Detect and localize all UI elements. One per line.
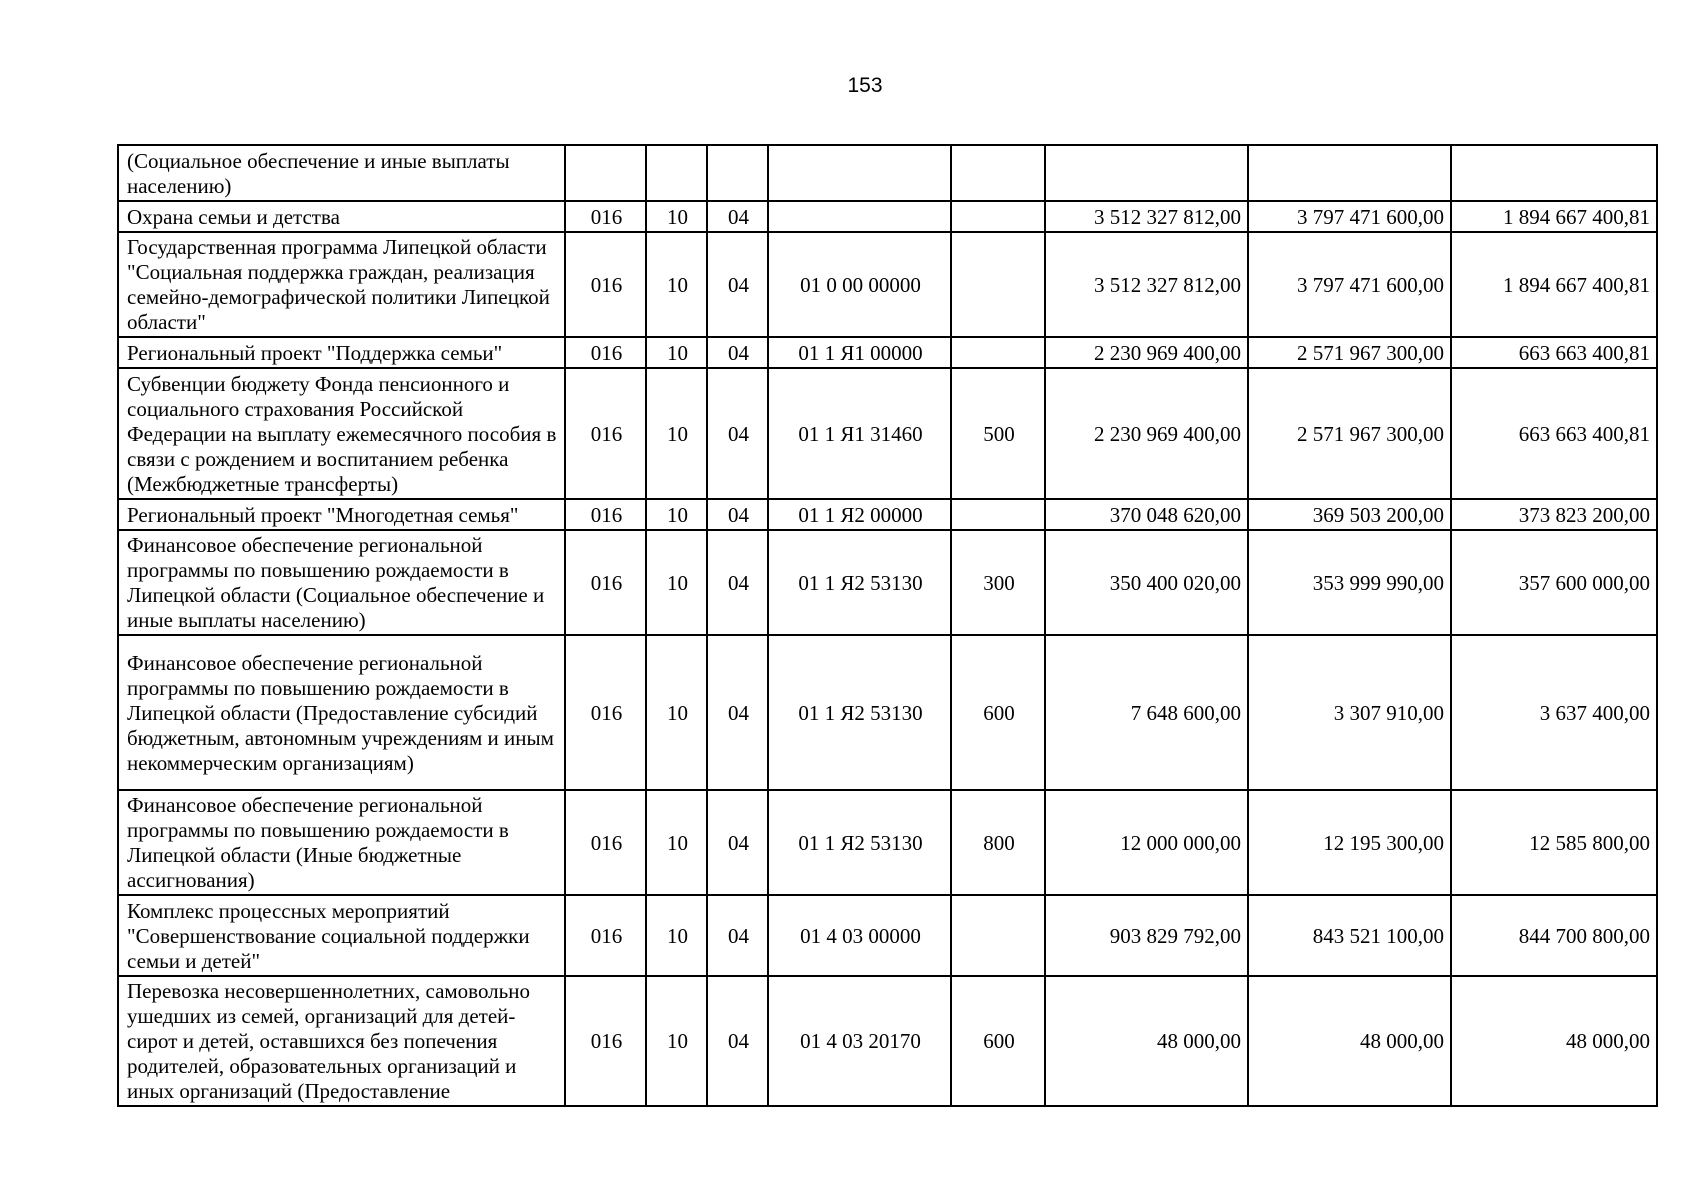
- ved-code: 016: [565, 895, 646, 976]
- sum-year-3: 12 585 800,00: [1451, 790, 1657, 895]
- pr-code: [707, 145, 768, 201]
- ved-code: [565, 145, 646, 201]
- csr-code: 01 1 Я2 00000: [768, 499, 951, 530]
- csr-code: [768, 201, 951, 232]
- csr-code: 01 0 00 00000: [768, 232, 951, 337]
- vr-code: [951, 499, 1045, 530]
- sum-year-1: 903 829 792,00: [1045, 895, 1248, 976]
- vr-code: 800: [951, 790, 1045, 895]
- sum-year-3: 844 700 800,00: [1451, 895, 1657, 976]
- vr-code: 500: [951, 368, 1045, 499]
- table-row: [118, 499, 1657, 530]
- ved-code: 016: [565, 635, 646, 790]
- table-row: [118, 530, 1657, 635]
- pr-code: 04: [707, 790, 768, 895]
- sum-year-2: [1248, 145, 1451, 201]
- ved-code: 016: [565, 201, 646, 232]
- sum-year-3: 1 894 667 400,81: [1451, 201, 1657, 232]
- sum-year-2: 2 571 967 300,00: [1248, 337, 1451, 368]
- rz-code: 10: [646, 201, 707, 232]
- sum-year-1: 3 512 327 812,00: [1045, 232, 1248, 337]
- pr-code: 04: [707, 530, 768, 635]
- sum-year-3: 663 663 400,81: [1451, 368, 1657, 499]
- budget-table: [117, 144, 1658, 1107]
- vr-code: [951, 895, 1045, 976]
- csr-code: 01 1 Я2 53130: [768, 530, 951, 635]
- rz-code: 10: [646, 635, 707, 790]
- vr-code: [951, 232, 1045, 337]
- table-row: [118, 368, 1657, 499]
- rz-code: 10: [646, 368, 707, 499]
- table-row: [118, 201, 1657, 232]
- row-name: Финансовое обеспечение региональной программы по повышению рождаемости в Липецкой области (Социальное обеспечение и иные выплаты населению): [118, 530, 565, 635]
- rz-code: 10: [646, 895, 707, 976]
- table-row: [118, 895, 1657, 976]
- pr-code: 04: [707, 232, 768, 337]
- row-name: Региональный проект "Многодетная семья": [118, 499, 565, 530]
- ved-code: 016: [565, 368, 646, 499]
- row-name: (Социальное обеспечение и иные выплаты населению): [118, 145, 565, 201]
- sum-year-2: 3 797 471 600,00: [1248, 201, 1451, 232]
- rz-code: 10: [646, 976, 707, 1106]
- sum-year-2: 48 000,00: [1248, 976, 1451, 1106]
- sum-year-1: 7 648 600,00: [1045, 635, 1248, 790]
- sum-year-1: 2 230 969 400,00: [1045, 337, 1248, 368]
- sum-year-2: 3 797 471 600,00: [1248, 232, 1451, 337]
- csr-code: 01 4 03 00000: [768, 895, 951, 976]
- row-name: Финансовое обеспечение региональной программы по повышению рождаемости в Липецкой области (Иные бюджетные ассигнования): [118, 790, 565, 895]
- csr-code: 01 1 Я2 53130: [768, 635, 951, 790]
- row-name: Субвенции бюджету Фонда пенсионного и социального страхования Российской Федерации на выплату ежемесячного пособия в связи с рождением и воспитанием ребенка (Межбюджетные трансферты): [118, 368, 565, 499]
- row-name: Государственная программа Липецкой области "Социальная поддержка граждан, реализация семейно-демографической политики Липецкой области": [118, 232, 565, 337]
- row-name: Перевозка несовершеннолетних, самовольно ушедших из семей, организаций для детей-сирот и детей, оставшихся без попечения родителей, образовательных организаций и иных организаций (Предоставление: [118, 976, 565, 1106]
- rz-code: 10: [646, 337, 707, 368]
- pr-code: 04: [707, 368, 768, 499]
- ved-code: 016: [565, 976, 646, 1106]
- table-row: [118, 976, 1657, 1106]
- sum-year-2: 2 571 967 300,00: [1248, 368, 1451, 499]
- pr-code: 04: [707, 499, 768, 530]
- csr-code: 01 1 Я2 53130: [768, 790, 951, 895]
- pr-code: 04: [707, 337, 768, 368]
- rz-code: 10: [646, 530, 707, 635]
- sum-year-2: 353 999 990,00: [1248, 530, 1451, 635]
- sum-year-1: 2 230 969 400,00: [1045, 368, 1248, 499]
- row-name: Охрана семьи и детства: [118, 201, 565, 232]
- sum-year-1: 12 000 000,00: [1045, 790, 1248, 895]
- csr-code: 01 4 03 20170: [768, 976, 951, 1106]
- sum-year-2: 369 503 200,00: [1248, 499, 1451, 530]
- sum-year-1: 350 400 020,00: [1045, 530, 1248, 635]
- sum-year-3: 357 600 000,00: [1451, 530, 1657, 635]
- row-name: Комплекс процессных мероприятий "Совершенствование социальной поддержки семьи и детей": [118, 895, 565, 976]
- sum-year-3: 1 894 667 400,81: [1451, 232, 1657, 337]
- sum-year-3: 48 000,00: [1451, 976, 1657, 1106]
- table-row: [118, 232, 1657, 337]
- table-row: [118, 790, 1657, 895]
- sum-year-3: 3 637 400,00: [1451, 635, 1657, 790]
- row-name: Финансовое обеспечение региональной программы по повышению рождаемости в Липецкой области (Предоставление субсидий бюджетным, автономным учреждениям и иным некоммерческим организациям): [118, 635, 565, 790]
- vr-code: [951, 201, 1045, 232]
- sum-year-2: 3 307 910,00: [1248, 635, 1451, 790]
- ved-code: 016: [565, 530, 646, 635]
- sum-year-2: 12 195 300,00: [1248, 790, 1451, 895]
- pr-code: 04: [707, 635, 768, 790]
- pr-code: 04: [707, 201, 768, 232]
- pr-code: 04: [707, 976, 768, 1106]
- sum-year-1: 370 048 620,00: [1045, 499, 1248, 530]
- vr-code: [951, 337, 1045, 368]
- table-row: [118, 337, 1657, 368]
- row-name: Региональный проект "Поддержка семьи": [118, 337, 565, 368]
- csr-code: 01 1 Я1 00000: [768, 337, 951, 368]
- csr-code: 01 1 Я1 31460: [768, 368, 951, 499]
- vr-code: 600: [951, 976, 1045, 1106]
- rz-code: [646, 145, 707, 201]
- vr-code: 300: [951, 530, 1045, 635]
- ved-code: 016: [565, 790, 646, 895]
- sum-year-3: [1451, 145, 1657, 201]
- ved-code: 016: [565, 232, 646, 337]
- page-number: 153: [847, 74, 883, 97]
- rz-code: 10: [646, 499, 707, 530]
- sum-year-3: 663 663 400,81: [1451, 337, 1657, 368]
- rz-code: 10: [646, 790, 707, 895]
- pr-code: 04: [707, 895, 768, 976]
- sum-year-1: 48 000,00: [1045, 976, 1248, 1106]
- table-row: [118, 635, 1657, 790]
- rz-code: 10: [646, 232, 707, 337]
- ved-code: 016: [565, 337, 646, 368]
- sum-year-1: [1045, 145, 1248, 201]
- ved-code: 016: [565, 499, 646, 530]
- sum-year-2: 843 521 100,00: [1248, 895, 1451, 976]
- csr-code: [768, 145, 951, 201]
- sum-year-3: 373 823 200,00: [1451, 499, 1657, 530]
- table-row: [118, 145, 1657, 201]
- vr-code: [951, 145, 1045, 201]
- sum-year-1: 3 512 327 812,00: [1045, 201, 1248, 232]
- vr-code: 600: [951, 635, 1045, 790]
